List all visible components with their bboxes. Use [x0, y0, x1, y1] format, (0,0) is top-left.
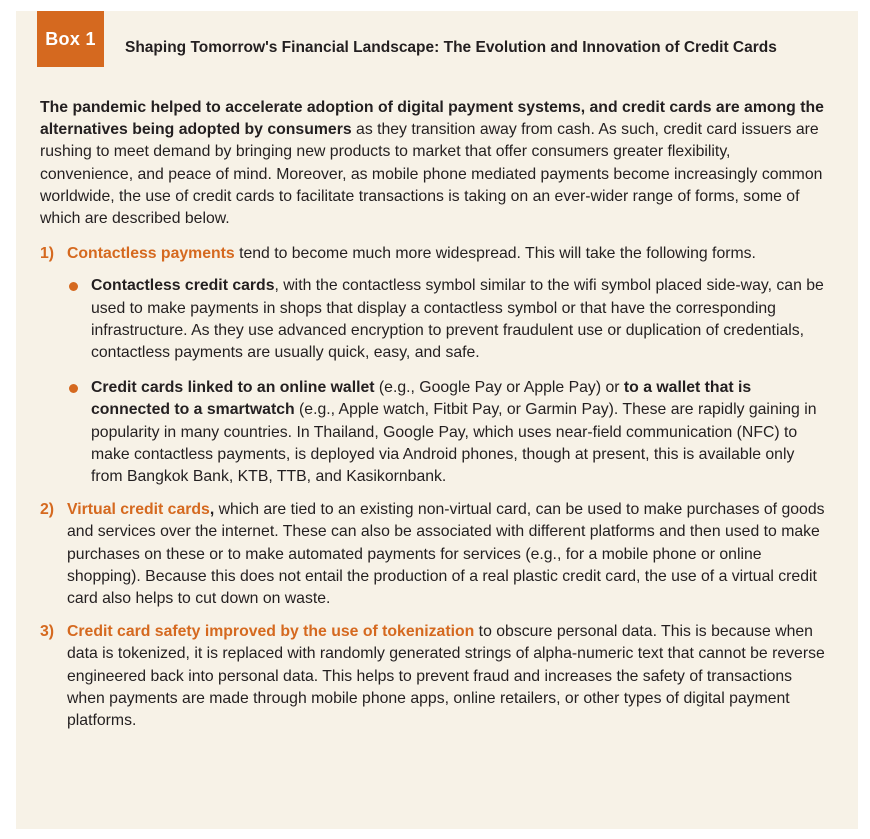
- box-label: Box 1: [45, 28, 96, 49]
- intro-bold-text: The pandemic helped to accelerate adoption of digital payment systems, and credit cards are among the alternatives being adopted by consumers: [40, 99, 824, 139]
- bullet-bold-text: Credit cards linked to an online wallet: [91, 379, 375, 397]
- list-item-body: to obscure personal data. This is because when data is tokenized, it is replaced with randomly generated strings of alpha-numeric text that cannot be reverse engineered back into personal data. This helps to prevent fraud and increases the safety of transactions when payments are made through mobile phone apps, online retailers, or other types of digital payment platforms.: [67, 623, 825, 730]
- list-number: 2): [40, 501, 55, 519]
- bullet-list: [67, 275, 826, 488]
- list-item-text: [67, 243, 826, 265]
- bullet-dot-icon: [69, 282, 78, 291]
- list-item-1: [40, 243, 826, 488]
- list-item-text: [67, 621, 826, 732]
- list-item-body: which are tied to an existing non-virtual card, can be used to make purchases of goods and services over the internet. These can also be associated with different platforms and then used to make purchases on these or to make automated payments for services (e.g., for a mobile phone or online shopping). Because this does not entail the production of a real plastic credit card, the use of a virtual credit card also helps to cut down on waste.: [67, 501, 825, 608]
- bullet-item-online-wallet: [67, 377, 826, 488]
- bullet-body: (e.g., Google Pay or Apple Pay) or: [374, 379, 624, 397]
- list-item-body: tend to become much more widespread. This will take the following forms.: [234, 245, 756, 263]
- list-item-3: [40, 621, 826, 732]
- list-number: 1): [40, 245, 55, 263]
- bullet-bold-text: Contactless credit cards: [91, 277, 275, 295]
- list-item-text: [67, 499, 826, 610]
- list-item-comma: ,: [209, 501, 215, 519]
- box-title: Shaping Tomorrow's Financial Landscape: The Evolution and Innovation of Credit Cards: [125, 39, 777, 56]
- bullet-item-contactless-cards: [67, 275, 826, 364]
- bullet-bold-text-2: to a wallet that is connected to a smartwatch: [91, 379, 752, 419]
- list-item-2: [40, 499, 826, 610]
- box-label-badge: [37, 11, 104, 67]
- intro-paragraph: [40, 97, 826, 230]
- bullet-dot-icon: [69, 384, 78, 393]
- list-item-highlight: Virtual credit cards: [67, 501, 210, 519]
- box-content: [40, 97, 826, 743]
- list-item-highlight: Credit card safety improved by the use of tokenization: [67, 623, 475, 641]
- bullet-body: , with the contactless symbol similar to the wifi symbol placed side-way, can be used to make payments in shops that display a contactless symbol or that have the corresponding infrastructure. As they use advanced encryption to prevent fraudulent use or duplication of credentials, contactless payments are usually quick, easy, and safe.: [91, 277, 824, 362]
- list-item-highlight: Contactless payments: [67, 245, 235, 263]
- intro-text: as they transition away from cash. As such, credit card issuers are rushing to meet demand by bringing new products to market that offer consumers greater flexibility, convenience, and peace of mind. Moreover, as mobile phone mediated payments become increasingly common worldwide, the use of credit cards to facilitate transactions is taking on an ever-wider range of forms, some of which are described below.: [40, 121, 823, 228]
- bullet-body-2: (e.g., Apple watch, Fitbit Pay, or Garmin Pay). These are rapidly gaining in popularity in many countries. In Thailand, Google Pay, which uses near-field communication (NFC) to make contactless payments, is deployed via Android phones, though at present, this is available only from Bangkok Bank, KTB, TTB, and Kasikornbank.: [91, 401, 817, 486]
- list-number: 3): [40, 623, 55, 641]
